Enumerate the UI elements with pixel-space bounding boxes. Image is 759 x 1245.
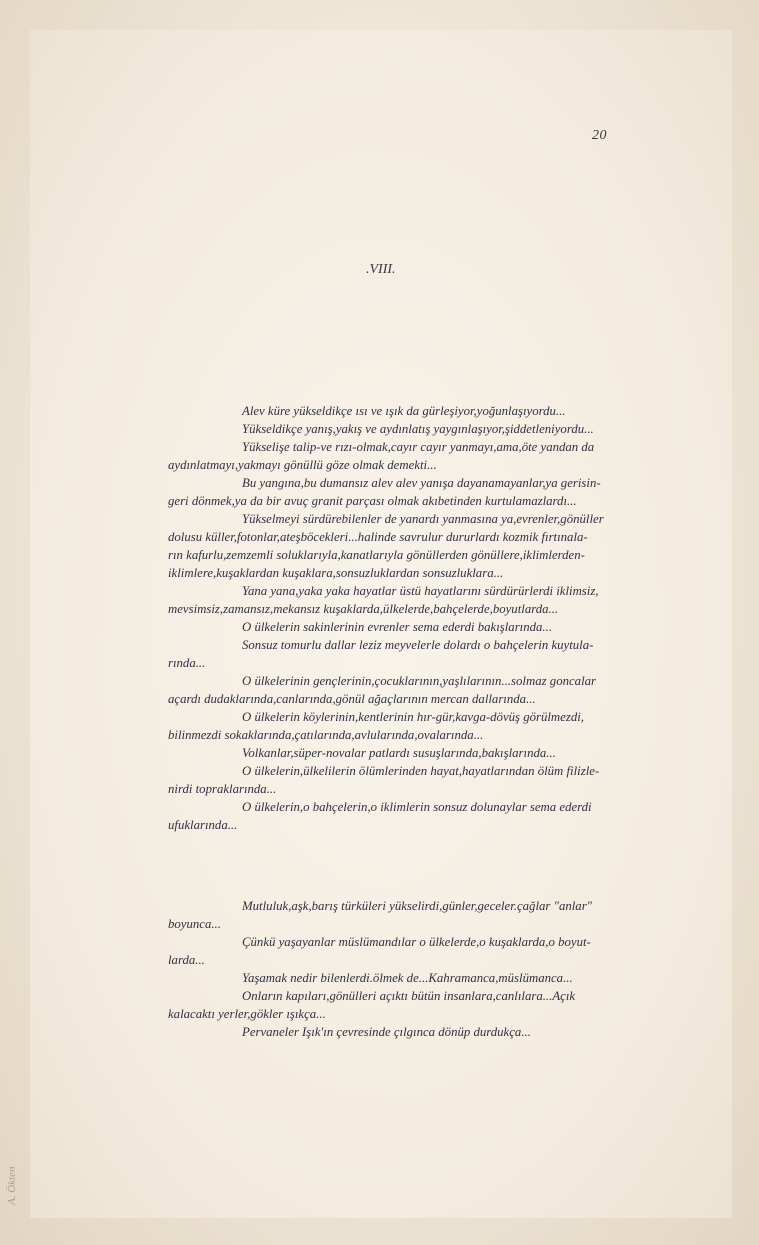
text-line: Bu yangına,bu dumansız alev alev yanışa dayanamayanlar,ya gerisin- xyxy=(242,476,601,490)
chapter-heading: .VIII. xyxy=(366,262,396,277)
text-line: iklimlere,kuşaklardan kuşaklara,sonsuzluklardan sonsuzluklara... xyxy=(168,566,504,580)
text-line: rında... xyxy=(168,656,206,670)
paragraph-block-1 xyxy=(168,402,636,834)
text-line: O ülkelerin,o bahçelerin,o iklimlerin sonsuz dolunaylar sema ederdi xyxy=(242,800,592,814)
text-line: O ülkelerinin gençlerinin,çocuklarının,yaşlılarının...solmaz goncalar xyxy=(242,674,597,688)
text-line: nirdi topraklarında... xyxy=(168,782,277,796)
text-line: Alev küre yükseldikçe ısı ve ışık da gürleşiyor,yoğunlaşıyordu... xyxy=(242,404,566,418)
text-line: Pervaneler Işık'ın çevresinde çılgınca dönüp durdukça... xyxy=(242,1025,531,1039)
text-line: Onların kapıları,gönülleri açıktı bütün insanlara,canlılara...Açık xyxy=(242,989,576,1003)
text-line: ufuklarında... xyxy=(168,818,238,832)
text-line: Yükselişe talip-ve rızı-olmak,cayır cayır yanmayı,ama,öte yandan da xyxy=(242,440,595,454)
text-line: Yükseldikçe yanış,yakış ve aydınlatış yaygınlaşıyor,şiddetleniyordu... xyxy=(242,422,594,436)
text-line: Yükselmeyi sürdürebilenler de yanardı yanmasına ya,evrenler,gönüller xyxy=(242,512,604,526)
text-line: O ülkelerin sakinlerinin evrenler sema ederdi bakışlarında... xyxy=(242,620,553,634)
paragraph-block-2 xyxy=(168,897,636,1041)
text-line: aydınlatmayı,yakmayı gönüllü göze olmak demekti... xyxy=(168,458,437,472)
text-line: rın kafurlu,zemzemli soluklarıyla,kanatlarıyla gönüllerden gönüllere,iklimlerden- xyxy=(168,548,585,562)
text-line: O ülkelerin,ülkelilerin ölümlerinden hayat,hayatlarından ölüm filizle- xyxy=(242,764,600,778)
text-line: larda... xyxy=(168,953,205,967)
text-line: Çünkü yaşayanlar müslümandılar o ülkelerde,o kuşaklarda,o boyut- xyxy=(242,935,591,949)
text-line: açardı dudaklarında,canlarında,gönül ağaçlarının mercan dallarında... xyxy=(168,692,536,706)
text-line: Sonsuz tomurlu dallar leziz meyvelerle dolardı o bahçelerin kuytula- xyxy=(242,638,594,652)
text-line: Yaşamak nedir bilenlerdi.ölmek de...Kahramanca,müslümanca... xyxy=(242,971,573,985)
text-line: mevsimsiz,zamansız,mekansız kuşaklarda,ülkelerde,bahçelerde,boyutlarda... xyxy=(168,602,559,616)
text-line: bilinmezdi sokaklarında,çatılarında,avlularında,ovalarında... xyxy=(168,728,484,742)
text-line: O ülkelerin köylerinin,kentlerinin hır-gür,kavga-dövüş görülmezdi, xyxy=(242,710,584,724)
text-line: geri dönmek,ya da bir avuç granit parçası olmak akıbetinden kurtulamazlardı... xyxy=(168,494,577,508)
margin-signature: A. Ökten xyxy=(6,1166,18,1205)
text-line: Mutluluk,aşk,barış türküleri yükselirdi,günler,geceler.çağlar "anlar" xyxy=(242,899,593,913)
text-line: dolusu küller,fotonlar,ateşböcekleri...halinde savrulur dururlardı kozmik fırtınala- xyxy=(168,530,588,544)
text-line: kalacaktı yerler,gökler ışıkça... xyxy=(168,1007,326,1021)
text-line: Volkanlar,süper-novalar patlardı susuşlarında,bakışlarında... xyxy=(242,746,556,760)
page-number: 20 xyxy=(592,128,607,143)
text-line: boyunca... xyxy=(168,917,221,931)
text-line: Yana yana,yaka yaka hayatlar üstü hayatlarını sürdürürlerdi iklimsiz, xyxy=(242,584,599,598)
